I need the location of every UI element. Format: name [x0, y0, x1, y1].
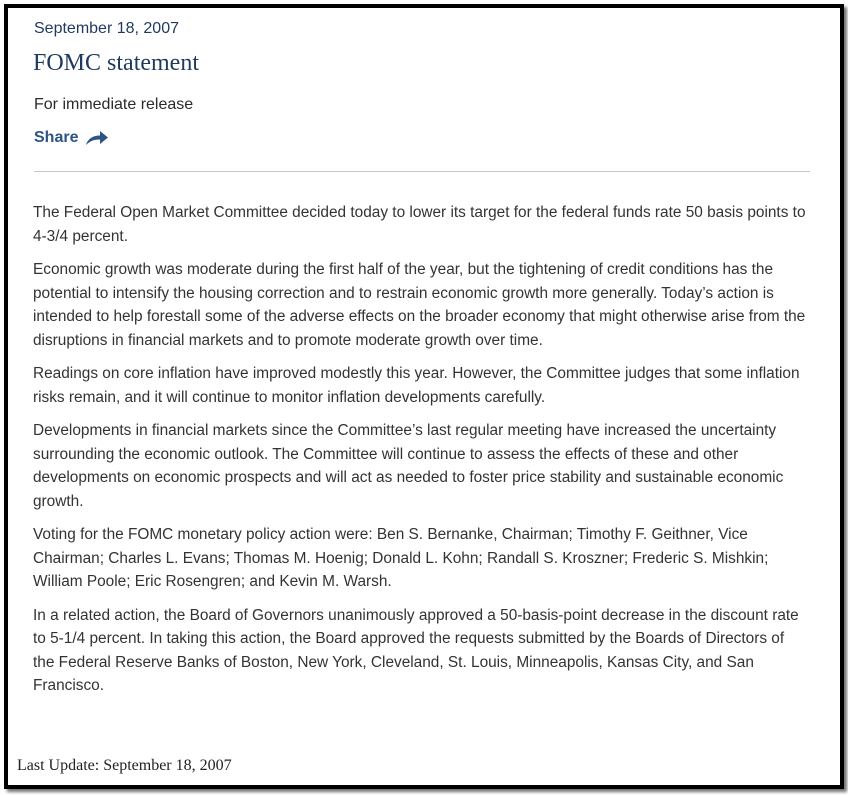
paragraph: Developments in financial markets since the Committee’s last regular meeting have increased the uncertainty surrounding the economic outlook. The Committee will continue to assess the effects of these and other developments on economic prospects and will act as needed to foster price stability and sustainable economic growth.: [33, 422, 784, 510]
last-update: Last Update: September 18, 2007: [17, 757, 232, 774]
release-date: September 18, 2007: [34, 20, 179, 37]
paragraph: Voting for the FOMC monetary policy action were: Ben S. Bernanke, Chairman; Timothy F. Geithner, Vice Chairman; Charles L. Evans; Thomas M. Hoenig; Donald L. Kohn; Randall S. Kroszner; Frederic S. Mishkin; William Poole; Eric Rosengren; and Kevin M. Warsh.: [33, 526, 769, 590]
statement-body: [33, 201, 808, 708]
header-divider: [34, 171, 810, 172]
paragraph: Readings on core inflation have improved modestly this year. However, the Committee judges that some inflation risks remain, and it will continue to monitor inflation developments carefully.: [33, 365, 800, 406]
share-arrow-icon: [84, 129, 110, 147]
page-title: FOMC statement: [33, 50, 199, 76]
share-label: Share: [34, 129, 79, 146]
share-button[interactable]: [34, 129, 110, 147]
paragraph: The Federal Open Market Committee decided today to lower its target for the federal funds rate 50 basis points to 4-3/4 percent.: [33, 204, 806, 245]
release-note: For immediate release: [34, 96, 194, 113]
paragraph: Economic growth was moderate during the first half of the year, but the tightening of credit conditions has the potential to intensify the housing correction and to restrain economic growth more generally. Today’s action is intended to help forestall some of the adverse effects on the broader economy that might otherwise arise from the disruptions in financial markets and to promote moderate growth over time.: [33, 261, 806, 349]
document-frame: [4, 4, 844, 789]
paragraph: In a related action, the Board of Governors unanimously approved a 50-basis-point decrease in the discount rate to 5-1/4 percent. In taking this action, the Board approved the requests submitted by the Boards of Directors of the Federal Reserve Banks of Boston, New York, Cleveland, St. Louis, Minneapolis, Kansas City, and San Francisco.: [33, 606, 799, 694]
